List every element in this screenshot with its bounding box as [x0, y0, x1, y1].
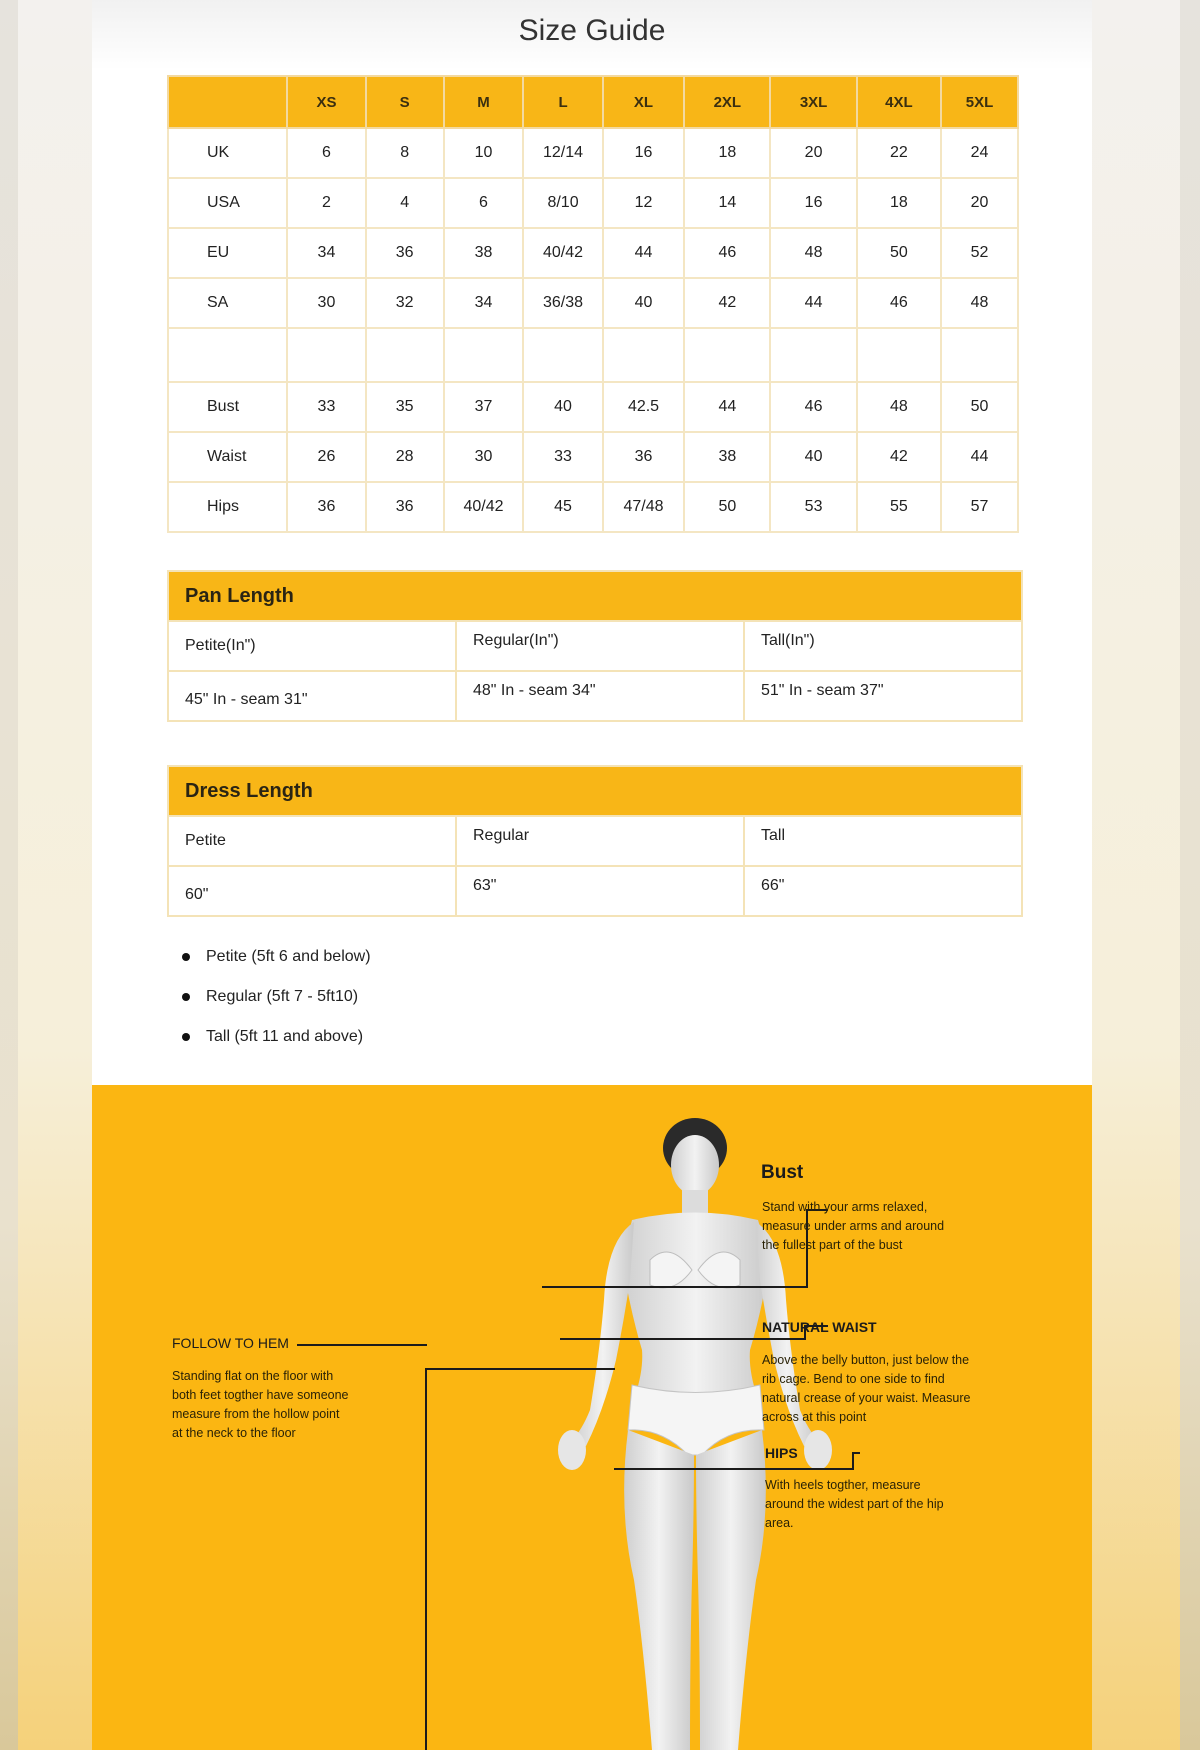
size-cell: 38: [444, 228, 524, 278]
size-cell: [770, 328, 856, 382]
waist-description: [762, 1351, 970, 1427]
bullet-icon: [182, 1033, 190, 1041]
pan-length-value-tall: 51" In - seam 37": [761, 682, 884, 699]
pan-length-value-petite: 45" In - seam 31": [169, 672, 457, 720]
size-cell: 46: [857, 278, 941, 328]
hem-text-line: both feet togther have someone: [172, 1388, 349, 1402]
size-cell: 22: [857, 128, 941, 178]
height-notes-list: [182, 937, 371, 1057]
size-cell: 30: [287, 278, 365, 328]
dress-length-value-tall: 66": [761, 877, 785, 894]
hips-guide-line: [614, 1468, 854, 1470]
waist-text-line: natural crease of your waist. Measure: [762, 1391, 971, 1405]
size-cell: [603, 328, 684, 382]
bullet-icon: [182, 953, 190, 961]
size-cell: 20: [770, 128, 856, 178]
hips-tick-line: [852, 1452, 860, 1454]
dress-length-table: [167, 765, 1023, 917]
size-cell: 20: [941, 178, 1018, 228]
backdrop-band-right: [1092, 0, 1180, 1750]
size-cell: [857, 328, 941, 382]
size-cell: 30: [444, 432, 524, 482]
dress-length-header-petite: Petite: [169, 817, 457, 865]
bust-description: [762, 1198, 944, 1255]
backdrop-left: [0, 0, 18, 1750]
size-cell: 6: [287, 128, 365, 178]
size-cell: 47/48: [603, 482, 684, 532]
hips-text-line: around the widest part of the hip: [765, 1497, 944, 1511]
hem-label-line: [297, 1344, 427, 1346]
size-cell: 40: [603, 278, 684, 328]
pan-length-header-regular: Regular(In"): [457, 622, 745, 670]
size-cell: 57: [941, 482, 1018, 532]
waist-text-line: rib cage. Bend to one side to find: [762, 1372, 945, 1386]
page-title: Size Guide: [518, 14, 666, 47]
size-table-header-cell: 2XL: [684, 76, 770, 128]
hem-text-line: measure from the hollow point: [172, 1407, 340, 1421]
table-row: [168, 482, 1018, 532]
size-cell: 40/42: [523, 228, 603, 278]
size-cell: 50: [684, 482, 770, 532]
size-table-header-cell: XS: [287, 76, 365, 128]
dress-length-header-tall: Tall: [761, 827, 786, 844]
size-cell: 55: [857, 482, 941, 532]
size-row-label: Bust: [168, 382, 287, 432]
size-cell: 48: [941, 278, 1018, 328]
note-text: Tall (5ft 11 and above): [206, 1028, 364, 1045]
size-table-header-cell: XL: [603, 76, 684, 128]
size-cell: 18: [684, 128, 770, 178]
size-cell: [287, 328, 365, 382]
size-cell: 18: [857, 178, 941, 228]
table-row: [168, 128, 1018, 178]
size-cell: 16: [770, 178, 856, 228]
bullet-icon: [182, 993, 190, 1001]
size-cell: 46: [684, 228, 770, 278]
size-cell: 44: [770, 278, 856, 328]
size-cell: 48: [857, 382, 941, 432]
bust-text-line: measure under arms and around: [762, 1219, 945, 1233]
size-cell: 35: [366, 382, 444, 432]
dress-length-value-regular: 63": [457, 867, 745, 915]
size-row-label: [168, 328, 287, 382]
size-table-body: [168, 128, 1018, 532]
neck-guide-line: [425, 1368, 615, 1370]
size-cell: 42.5: [603, 382, 684, 432]
size-cell: 36: [603, 432, 684, 482]
dress-length-value-petite: 60": [169, 867, 457, 915]
size-cell: 16: [603, 128, 684, 178]
size-cell: 46: [770, 382, 856, 432]
size-cell: 50: [941, 382, 1018, 432]
note-text: Regular (5ft 7 - 5ft10): [206, 988, 359, 1005]
hips-text-line: With heels togther, measure: [765, 1478, 921, 1492]
waist-guide-line: [560, 1338, 806, 1340]
size-cell: 50: [857, 228, 941, 278]
size-cell: 45: [523, 482, 603, 532]
table-row: [168, 228, 1018, 278]
size-cell: 40/42: [444, 482, 524, 532]
pan-length-header-tall: Tall(In"): [761, 632, 815, 649]
size-cell: 26: [287, 432, 365, 482]
bust-guide-line: [542, 1286, 807, 1288]
size-row-label: EU: [168, 228, 287, 278]
size-cell: 32: [366, 278, 444, 328]
size-cell: 2: [287, 178, 365, 228]
list-item: [182, 1017, 371, 1057]
hips-label: HIPS: [765, 1445, 798, 1461]
waist-text-line: Above the belly button, just below the: [762, 1353, 970, 1367]
size-row-label: Hips: [168, 482, 287, 532]
dress-length-value-row: [169, 865, 1021, 915]
dress-length-title: Dress Length: [169, 767, 1021, 815]
hem-guide-line: [425, 1368, 427, 1750]
size-table: [167, 75, 1019, 533]
table-row: [168, 382, 1018, 432]
size-table-header-cell: S: [366, 76, 444, 128]
bust-label: Bust: [761, 1162, 804, 1183]
size-cell: 4: [366, 178, 444, 228]
size-cell: 8/10: [523, 178, 603, 228]
size-cell: 34: [287, 228, 365, 278]
size-cell: 40: [523, 382, 603, 432]
size-cell: [941, 328, 1018, 382]
pan-length-value-regular: 48" In - seam 34": [457, 672, 745, 720]
hem-text-line: at the neck to the floor: [172, 1426, 296, 1440]
size-cell: 36: [366, 482, 444, 532]
bust-text-line: Stand with your arms relaxed,: [762, 1200, 928, 1214]
backdrop-right: [1180, 0, 1200, 1750]
size-cell: 12/14: [523, 128, 603, 178]
size-table-header-cell: 5XL: [941, 76, 1018, 128]
dress-length-header-regular: Regular: [457, 817, 745, 865]
table-row: [168, 432, 1018, 482]
measurement-guide-panel: [92, 1085, 1092, 1750]
list-item: [182, 977, 371, 1017]
size-cell: 6: [444, 178, 524, 228]
size-cell: 8: [366, 128, 444, 178]
hem-label: FOLLOW TO HEM: [172, 1335, 289, 1351]
size-cell: 33: [523, 432, 603, 482]
size-cell: 38: [684, 432, 770, 482]
size-cell: 44: [941, 432, 1018, 482]
list-item: [182, 937, 371, 977]
hips-text-line: area.: [765, 1516, 794, 1530]
size-row-label: UK: [168, 128, 287, 178]
size-row-label: USA: [168, 178, 287, 228]
size-table-header-cell: 4XL: [857, 76, 941, 128]
dress-length-header-row: [169, 815, 1021, 865]
size-cell: 42: [684, 278, 770, 328]
pan-length-header-petite: Petite(In"): [169, 622, 457, 670]
hem-text-line: Standing flat on the floor with: [172, 1369, 334, 1383]
size-cell: 36/38: [523, 278, 603, 328]
size-cell: 48: [770, 228, 856, 278]
size-table-header-row: [168, 76, 1018, 128]
size-cell: 53: [770, 482, 856, 532]
size-table-header-cell: 3XL: [770, 76, 856, 128]
waist-label: NATURAL WAIST: [762, 1319, 877, 1335]
size-cell: 52: [941, 228, 1018, 278]
table-row: [168, 328, 1018, 382]
size-row-label: SA: [168, 278, 287, 328]
size-cell: 36: [287, 482, 365, 532]
size-table-header-cell: [168, 76, 287, 128]
pan-length-table: [167, 570, 1023, 722]
waist-text-line: across at this point: [762, 1410, 867, 1424]
size-cell: 10: [444, 128, 524, 178]
hips-connector-line: [852, 1452, 854, 1470]
table-row: [168, 278, 1018, 328]
size-cell: 44: [603, 228, 684, 278]
size-cell: 40: [770, 432, 856, 482]
size-row-label: Waist: [168, 432, 287, 482]
pan-length-value-row: [169, 670, 1021, 720]
size-cell: 37: [444, 382, 524, 432]
size-cell: 12: [603, 178, 684, 228]
size-cell: [366, 328, 444, 382]
pan-length-title: Pan Length: [169, 572, 1021, 620]
size-table-header-cell: L: [523, 76, 603, 128]
hips-description: [765, 1476, 944, 1533]
size-cell: [444, 328, 524, 382]
size-cell: 44: [684, 382, 770, 432]
size-cell: 24: [941, 128, 1018, 178]
size-cell: [523, 328, 603, 382]
size-cell: [684, 328, 770, 382]
size-cell: 42: [857, 432, 941, 482]
table-row: [168, 178, 1018, 228]
size-cell: 36: [366, 228, 444, 278]
size-cell: 14: [684, 178, 770, 228]
pan-length-header-row: [169, 620, 1021, 670]
size-cell: 34: [444, 278, 524, 328]
hem-description: [172, 1367, 349, 1443]
size-cell: 33: [287, 382, 365, 432]
backdrop-band-left: [18, 0, 92, 1750]
size-table-header-cell: M: [444, 76, 524, 128]
bust-text-line: the fullest part of the bust: [762, 1238, 903, 1252]
note-text: Petite (5ft 6 and below): [206, 948, 371, 965]
size-cell: 28: [366, 432, 444, 482]
